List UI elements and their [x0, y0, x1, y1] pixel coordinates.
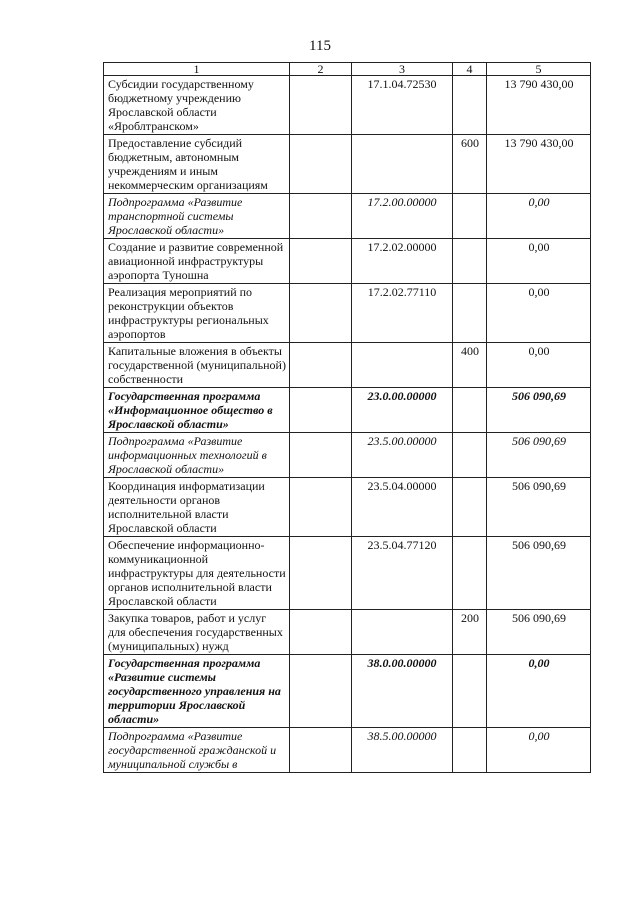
row-amount-cell: 506 090,69 — [487, 537, 591, 610]
row-name-cell: Капитальные вложения в объекты государственной (муниципальной) собственности — [104, 343, 290, 388]
row-type-cell — [453, 728, 487, 773]
row-name-cell: Закупка товаров, работ и услуг для обеспечения государственных (муниципальных) нужд — [104, 610, 290, 655]
table-row — [104, 433, 591, 478]
table-row — [104, 239, 591, 284]
table-row — [104, 610, 591, 655]
table-row — [104, 388, 591, 433]
table-row — [104, 135, 591, 194]
row-name-cell: Подпрограмма «Развитие государственной гражданской и муниципальной службы в — [104, 728, 290, 773]
row-amount-cell: 0,00 — [487, 343, 591, 388]
row-code-cell — [352, 343, 453, 388]
row-type-cell — [453, 478, 487, 537]
header-col-1: 1 — [104, 63, 290, 76]
row-code-cell — [352, 135, 453, 194]
row-amount-cell: 506 090,69 — [487, 388, 591, 433]
row-amount-cell: 0,00 — [487, 239, 591, 284]
row-code-cell: 23.0.00.00000 — [352, 388, 453, 433]
row-code-cell: 23.5.04.00000 — [352, 478, 453, 537]
row-name-cell: Государственная программа «Развитие системы государственного управления на территории Ярославской области» — [104, 655, 290, 728]
row-col2-cell — [290, 433, 352, 478]
budget-table — [103, 62, 591, 773]
row-name-cell: Предоставление субсидий бюджетным, автономным учреждениям и иным некоммерческим организациям — [104, 135, 290, 194]
table-row — [104, 284, 591, 343]
header-col-2: 2 — [290, 63, 352, 76]
row-type-cell: 600 — [453, 135, 487, 194]
table-row — [104, 343, 591, 388]
row-type-cell — [453, 239, 487, 284]
row-col2-cell — [290, 135, 352, 194]
row-name-cell: Подпрограмма «Развитие информационных технологий в Ярославской области» — [104, 433, 290, 478]
row-code-cell: 23.5.04.77120 — [352, 537, 453, 610]
row-amount-cell: 0,00 — [487, 194, 591, 239]
row-name-cell: Государственная программа «Информационное общество в Ярославской области» — [104, 388, 290, 433]
table-row — [104, 537, 591, 610]
row-type-cell — [453, 655, 487, 728]
row-col2-cell — [290, 537, 352, 610]
row-type-cell — [453, 284, 487, 343]
row-col2-cell — [290, 239, 352, 284]
table-row — [104, 76, 591, 135]
table-row — [104, 478, 591, 537]
header-col-5: 5 — [487, 63, 591, 76]
row-code-cell: 17.2.00.00000 — [352, 194, 453, 239]
row-col2-cell — [290, 610, 352, 655]
row-name-cell: Обеспечение информационно-коммуникационной инфраструктуры для деятельности органов исполнительной власти Ярославской области — [104, 537, 290, 610]
table-row — [104, 655, 591, 728]
row-col2-cell — [290, 194, 352, 239]
row-type-cell — [453, 194, 487, 239]
row-code-cell: 17.2.02.77110 — [352, 284, 453, 343]
row-amount-cell: 13 790 430,00 — [487, 135, 591, 194]
row-type-cell — [453, 433, 487, 478]
row-amount-cell: 13 790 430,00 — [487, 76, 591, 135]
row-code-cell: 17.1.04.72530 — [352, 76, 453, 135]
row-amount-cell: 0,00 — [487, 655, 591, 728]
row-col2-cell — [290, 343, 352, 388]
row-col2-cell — [290, 76, 352, 135]
row-name-cell: Субсидии государственному бюджетному учреждению Ярославской области «Яроблтранском» — [104, 76, 290, 135]
page-number: 115 — [309, 38, 331, 54]
row-type-cell: 400 — [453, 343, 487, 388]
row-amount-cell: 0,00 — [487, 728, 591, 773]
header-col-4: 4 — [453, 63, 487, 76]
row-col2-cell — [290, 478, 352, 537]
row-code-cell: 38.0.00.00000 — [352, 655, 453, 728]
row-amount-cell: 506 090,69 — [487, 433, 591, 478]
table-row — [104, 194, 591, 239]
row-amount-cell: 506 090,69 — [487, 478, 591, 537]
row-col2-cell — [290, 655, 352, 728]
row-type-cell: 200 — [453, 610, 487, 655]
row-col2-cell — [290, 728, 352, 773]
row-type-cell — [453, 537, 487, 610]
row-code-cell: 38.5.00.00000 — [352, 728, 453, 773]
row-name-cell: Подпрограмма «Развитие транспортной системы Ярославской области» — [104, 194, 290, 239]
row-name-cell: Реализация мероприятий по реконструкции объектов инфраструктуры региональных аэропортов — [104, 284, 290, 343]
row-col2-cell — [290, 388, 352, 433]
table-body — [104, 76, 591, 773]
row-amount-cell: 506 090,69 — [487, 610, 591, 655]
row-code-cell: 23.5.00.00000 — [352, 433, 453, 478]
row-code-cell: 17.2.02.00000 — [352, 239, 453, 284]
row-col2-cell — [290, 284, 352, 343]
row-name-cell: Координация информатизации деятельности органов исполнительной власти Ярославской области — [104, 478, 290, 537]
row-type-cell — [453, 76, 487, 135]
row-name-cell: Создание и развитие современной авиационной инфраструктуры аэропорта Туношна — [104, 239, 290, 284]
header-col-3: 3 — [352, 63, 453, 76]
table-header-row — [104, 63, 591, 76]
row-amount-cell: 0,00 — [487, 284, 591, 343]
row-code-cell — [352, 610, 453, 655]
row-type-cell — [453, 388, 487, 433]
table-row — [104, 728, 591, 773]
